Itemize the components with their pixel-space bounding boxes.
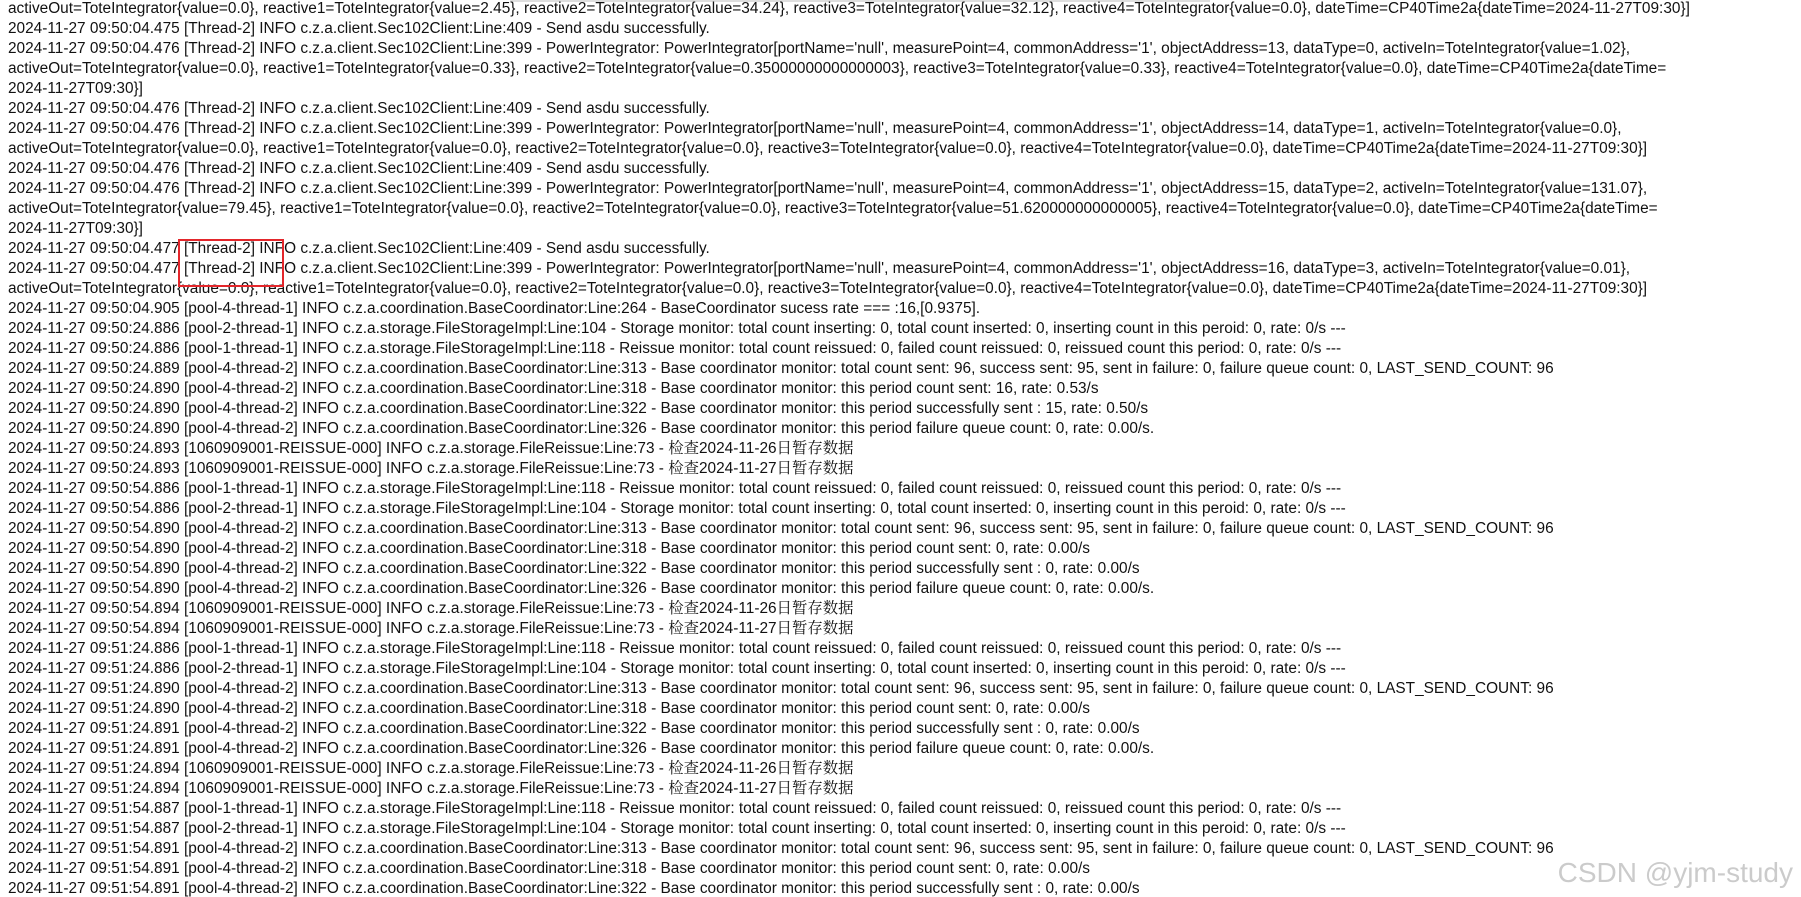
log-line: 2024-11-27 09:51:24.890 [pool-4-thread-2] INFO c.z.a.coordination.BaseCoordinator:Line:313 - Base coordinator monitor: total count sent: 96, success sent: 95, sent in failure: 0, failure queue count: 0, LAST_SEND_COUNT: 96 <box>8 680 1554 697</box>
log-line: 2024-11-27 09:50:24.890 [pool-4-thread-2] INFO c.z.a.coordination.BaseCoordinator:Line:326 - Base coordinator monitor: this period failure queue count: 0, rate: 0.00/s. <box>8 420 1155 437</box>
log-line: 2024-11-27 09:50:54.886 [pool-2-thread-1] INFO c.z.a.storage.FileStorageImpl:Line:104 - Storage monitor: total count inserting: 0, total count inserted: 0, inserting count in this peroid: 0, rate: 0/s --- <box>8 500 1346 517</box>
log-line: 2024-11-27 09:50:24.889 [pool-4-thread-2] INFO c.z.a.coordination.BaseCoordinator:Line:313 - Base coordinator monitor: total count sent: 96, success sent: 95, sent in failure: 0, failure queue count: 0, LAST_SEND_COUNT: 96 <box>8 360 1554 377</box>
log-line: 2024-11-27 09:50:54.890 [pool-4-thread-2] INFO c.z.a.coordination.BaseCoordinator:Line:313 - Base coordinator monitor: total count sent: 96, success sent: 95, sent in failure: 0, failure queue count: 0, LAST_SEND_COUNT: 96 <box>8 520 1554 537</box>
csdn-watermark: CSDN @yjm-study <box>1557 857 1793 888</box>
log-line: 2024-11-27 09:50:24.893 [1060909001-REISSUE-000] INFO c.z.a.storage.FileReissue:Line:73 - 检查2024-11-26日暂存数据 <box>8 440 854 457</box>
log-text-area[interactable] <box>8 0 1801 897</box>
log-line: 2024-11-27 09:50:04.475 [Thread-2] INFO c.z.a.client.Sec102Client:Line:409 - Send asdu successfully. <box>8 20 710 37</box>
log-line: 2024-11-27 09:50:54.886 [pool-1-thread-1] INFO c.z.a.storage.FileStorageImpl:Line:118 - Reissue monitor: total count reissued: 0, failed count reissued: 0, reissued count this period: 0, rate: 0/s --- <box>8 480 1342 497</box>
log-line: 2024-11-27 09:50:04.476 [Thread-2] INFO c.z.a.client.Sec102Client:Line:409 - Send asdu successfully. <box>8 160 710 177</box>
log-line: 2024-11-27 09:50:04.476 [Thread-2] INFO c.z.a.client.Sec102Client:Line:399 - PowerIntegrator: PowerIntegrator[portName='null', measurePoint=4, commonAddress='1', objectAddress=15, dataType=2, activeIn=ToteIntegrator{value=131.07}, <box>8 180 1648 197</box>
log-line: 2024-11-27 09:51:24.891 [pool-4-thread-2] INFO c.z.a.coordination.BaseCoordinator:Line:322 - Base coordinator monitor: this period successfully sent : 0, rate: 0.00/s <box>8 720 1140 737</box>
log-line: 2024-11-27 09:50:24.886 [pool-1-thread-1] INFO c.z.a.storage.FileStorageImpl:Line:118 - Reissue monitor: total count reissued: 0, failed count reissued: 0, reissued count this period: 0, rate: 0/s --- <box>8 340 1342 357</box>
log-line: 2024-11-27 09:51:24.890 [pool-4-thread-2] INFO c.z.a.coordination.BaseCoordinator:Line:318 - Base coordinator monitor: this period count sent: 0, rate: 0.00/s <box>8 700 1090 717</box>
log-line: activeOut=ToteIntegrator{value=0.0}, reactive1=ToteIntegrator{value=0.0}, reactive2=ToteIntegrator{value=0.0}, reactive3=ToteIntegrator{value=0.0}, reactive4=ToteIntegrator{value=0.0}, dateTime=CP40Time2a{dateTime=2024-11-27T09:30}] <box>8 140 1648 157</box>
log-line: 2024-11-27 09:50:04.477 [Thread-2] INFO c.z.a.client.Sec102Client:Line:399 - PowerIntegrator: PowerIntegrator[portName='null', measurePoint=4, commonAddress='1', objectAddress=16, dataType=3, activeIn=ToteIntegrator{value=0.01}, <box>8 260 1631 277</box>
log-line: 2024-11-27 09:50:54.894 [1060909001-REISSUE-000] INFO c.z.a.storage.FileReissue:Line:73 - 检查2024-11-27日暂存数据 <box>8 620 854 637</box>
log-line: 2024-11-27 09:51:54.891 [pool-4-thread-2] INFO c.z.a.coordination.BaseCoordinator:Line:322 - Base coordinator monitor: this period successfully sent : 0, rate: 0.00/s <box>8 880 1140 897</box>
log-line: activeOut=ToteIntegrator{value=79.45}, reactive1=ToteIntegrator{value=0.0}, reactive2=ToteIntegrator{value=0.0}, reactive3=ToteIntegrator{value=51.620000000000005}, reactive4=ToteIntegrator{value=0.0}, dateTime=CP40Time2a{dateTime= <box>8 200 1658 217</box>
log-line: 2024-11-27 09:51:54.887 [pool-1-thread-1] INFO c.z.a.storage.FileStorageImpl:Line:118 - Reissue monitor: total count reissued: 0, failed count reissued: 0, reissued count this period: 0, rate: 0/s --- <box>8 800 1342 817</box>
log-line: activeOut=ToteIntegrator{value=0.0}, reactive1=ToteIntegrator{value=0.0}, reactive2=ToteIntegrator{value=0.0}, reactive3=ToteIntegrator{value=0.0}, reactive4=ToteIntegrator{value=0.0}, dateTime=CP40Time2a{dateTime=2024-11-27T09:30}] <box>8 280 1648 297</box>
log-line: activeOut=ToteIntegrator{value=0.0}, reactive1=ToteIntegrator{value=2.45}, reactive2=ToteIntegrator{value=34.24}, reactive3=ToteIntegrator{value=32.12}, reactive4=ToteIntegrator{value=0.0}, dateTime=CP40Time2a{dateTime=2024-11-27T09:30}] <box>8 0 1690 17</box>
log-line: 2024-11-27 09:51:24.891 [pool-4-thread-2] INFO c.z.a.coordination.BaseCoordinator:Line:326 - Base coordinator monitor: this period failure queue count: 0, rate: 0.00/s. <box>8 740 1155 757</box>
log-line: 2024-11-27 09:50:24.893 [1060909001-REISSUE-000] INFO c.z.a.storage.FileReissue:Line:73 - 检查2024-11-27日暂存数据 <box>8 460 854 477</box>
log-line: 2024-11-27 09:50:24.886 [pool-2-thread-1] INFO c.z.a.storage.FileStorageImpl:Line:104 - Storage monitor: total count inserting: 0, total count inserted: 0, inserting count in this peroid: 0, rate: 0/s --- <box>8 320 1346 337</box>
log-line: 2024-11-27 09:50:54.890 [pool-4-thread-2] INFO c.z.a.coordination.BaseCoordinator:Line:326 - Base coordinator monitor: this period failure queue count: 0, rate: 0.00/s. <box>8 580 1155 597</box>
log-line: 2024-11-27 09:50:54.890 [pool-4-thread-2] INFO c.z.a.coordination.BaseCoordinator:Line:322 - Base coordinator monitor: this period successfully sent : 0, rate: 0.00/s <box>8 560 1140 577</box>
log-line: 2024-11-27 09:51:24.886 [pool-2-thread-1] INFO c.z.a.storage.FileStorageImpl:Line:104 - Storage monitor: total count inserting: 0, total count inserted: 0, inserting count in this peroid: 0, rate: 0/s --- <box>8 660 1346 677</box>
log-line: 2024-11-27T09:30}] <box>8 220 143 237</box>
log-line: 2024-11-27 09:50:24.890 [pool-4-thread-2] INFO c.z.a.coordination.BaseCoordinator:Line:318 - Base coordinator monitor: this period count sent: 16, rate: 0.53/s <box>8 380 1099 397</box>
log-line: 2024-11-27 09:50:04.905 [pool-4-thread-1] INFO c.z.a.coordination.BaseCoordinator:Line:264 - BaseCoordinator sucess rate === :16,[0.9375]. <box>8 300 981 317</box>
log-line: 2024-11-27 09:51:54.891 [pool-4-thread-2] INFO c.z.a.coordination.BaseCoordinator:Line:313 - Base coordinator monitor: total count sent: 96, success sent: 95, sent in failure: 0, failure queue count: 0, LAST_SEND_COUNT: 96 <box>8 840 1554 857</box>
log-line: 2024-11-27 09:50:54.894 [1060909001-REISSUE-000] INFO c.z.a.storage.FileReissue:Line:73 - 检查2024-11-26日暂存数据 <box>8 600 854 617</box>
log-line: 2024-11-27 09:51:24.894 [1060909001-REISSUE-000] INFO c.z.a.storage.FileReissue:Line:73 - 检查2024-11-27日暂存数据 <box>8 780 854 797</box>
log-line: 2024-11-27 09:50:24.890 [pool-4-thread-2] INFO c.z.a.coordination.BaseCoordinator:Line:322 - Base coordinator monitor: this period successfully sent : 15, rate: 0.50/s <box>8 400 1149 417</box>
log-line: 2024-11-27 09:51:54.891 [pool-4-thread-2] INFO c.z.a.coordination.BaseCoordinator:Line:318 - Base coordinator monitor: this period count sent: 0, rate: 0.00/s <box>8 860 1090 877</box>
log-line: 2024-11-27 09:51:54.887 [pool-2-thread-1] INFO c.z.a.storage.FileStorageImpl:Line:104 - Storage monitor: total count inserting: 0, total count inserted: 0, inserting count in this peroid: 0, rate: 0/s --- <box>8 820 1346 837</box>
log-line: 2024-11-27T09:30}] <box>8 80 143 97</box>
log-line: 2024-11-27 09:50:04.476 [Thread-2] INFO c.z.a.client.Sec102Client:Line:399 - PowerIntegrator: PowerIntegrator[portName='null', measurePoint=4, commonAddress='1', objectAddress=13, dataType=0, activeIn=ToteIntegrator{value=1.02}, <box>8 40 1631 57</box>
log-line: 2024-11-27 09:51:24.894 [1060909001-REISSUE-000] INFO c.z.a.storage.FileReissue:Line:73 - 检查2024-11-26日暂存数据 <box>8 760 854 777</box>
log-line: 2024-11-27 09:50:54.890 [pool-4-thread-2] INFO c.z.a.coordination.BaseCoordinator:Line:318 - Base coordinator monitor: this period count sent: 0, rate: 0.00/s <box>8 540 1090 557</box>
log-line: 2024-11-27 09:50:04.477 [Thread-2] INFO c.z.a.client.Sec102Client:Line:409 - Send asdu successfully. <box>8 240 710 257</box>
log-line: 2024-11-27 09:51:24.886 [pool-1-thread-1] INFO c.z.a.storage.FileStorageImpl:Line:118 - Reissue monitor: total count reissued: 0, failed count reissued: 0, reissued count this period: 0, rate: 0/s --- <box>8 640 1342 657</box>
log-line: activeOut=ToteIntegrator{value=0.0}, reactive1=ToteIntegrator{value=0.33}, reactive2=ToteIntegrator{value=0.35000000000000003}, reactive3=ToteIntegrator{value=0.33}, reactive4=ToteIntegrator{value=0.0}, dateTime=CP40Time2a{dateTime= <box>8 60 1667 77</box>
log-line: 2024-11-27 09:50:04.476 [Thread-2] INFO c.z.a.client.Sec102Client:Line:409 - Send asdu successfully. <box>8 100 710 117</box>
log-line: 2024-11-27 09:50:04.476 [Thread-2] INFO c.z.a.client.Sec102Client:Line:399 - PowerIntegrator: PowerIntegrator[portName='null', measurePoint=4, commonAddress='1', objectAddress=14, dataType=1, activeIn=ToteIntegrator{value=0.0}, <box>8 120 1622 137</box>
